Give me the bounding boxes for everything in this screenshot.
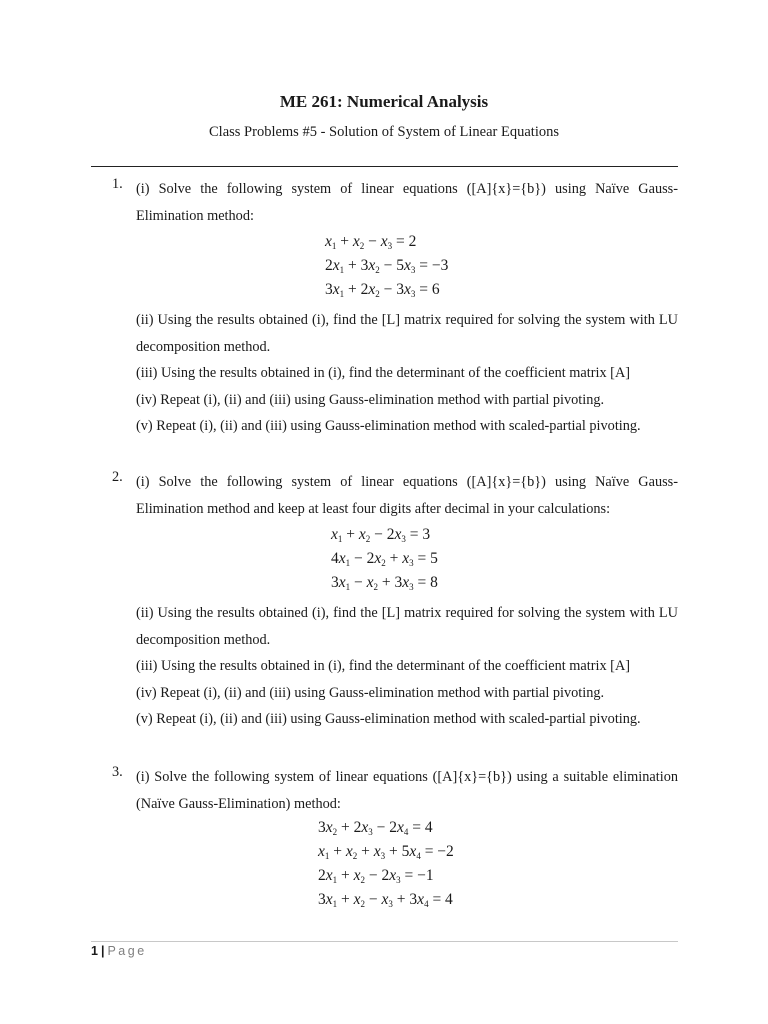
intro-line-1: (i) Solve the following system of linear equations ([A]{x}={b}) using Naïve Gauss- — [136, 181, 678, 197]
part-iii: (iii) Using the results obtained in (i), find the determinant of the coefficient matrix [A] — [136, 365, 631, 381]
intro-line-2: Elimination method and keep at least four digits after decimal in your calculations: — [136, 500, 611, 517]
equation: $3x_2 + 2x_3 - 2x_4 = 4$ — [318, 819, 433, 837]
part-iv: (iv) Repeat (i), (ii) and (iii) using Gauss-elimination method with partial pivoting. — [136, 392, 605, 408]
equation: $3x_1 + 2x_2 - 3x_3 = 6$ — [325, 281, 440, 299]
problem-number: 3. — [112, 764, 123, 780]
equation: $2x_1 + x_2 - 2x_3 = -1$ — [318, 867, 434, 885]
problem-number: 1. — [112, 176, 123, 192]
equation: $2x_1 + 3x_2 - 5x_3 = -3$ — [325, 257, 449, 275]
page-number: 1 — [91, 944, 98, 958]
equation-system — [318, 816, 518, 912]
page-footer — [91, 944, 147, 958]
equation: $x_1 + x_2 + x_3 + 5x_4 = -2$ — [318, 843, 454, 861]
part-ii: (ii) Using the results obtained (i), find the [L] matrix required for solving the system with LU decomposition method. — [136, 605, 678, 648]
part-iii: (iii) Using the results obtained in (i), find the determinant of the coefficient matrix [A] — [136, 658, 631, 674]
intro-line-2: Elimination method: — [136, 207, 254, 224]
part-iv: (iv) Repeat (i), (ii) and (iii) using Gauss-elimination method with partial pivoting. — [136, 685, 605, 701]
document-subtitle: Class Problems #5 - Solution of System of Linear Equations — [209, 124, 559, 140]
equation: $x_1 + x_2 - 2x_3 = 3$ — [331, 526, 431, 544]
intro-line-1: (i) Solve the following system of linear equations ([A]{x}={b}) using a suitable — [136, 769, 609, 785]
equation: $x_1 + x_2 - x_3 = 2$ — [325, 233, 417, 251]
problem-intro — [136, 469, 678, 522]
equation-system — [331, 523, 531, 595]
problem-number: 2. — [112, 469, 123, 485]
problem-intro — [136, 176, 678, 229]
document-title: ME 261: Numerical Analysis — [279, 92, 489, 111]
part-ii: (ii) Using the results obtained (i), find the [L] matrix required for solving the system with LU decomposition method. — [136, 312, 678, 355]
intro-line-1: (i) Solve the following system of linear equations ([A]{x}={b}) using Naïve Gauss- — [136, 474, 678, 490]
equation: $3x_1 + x_2 - x_3 + 3x_4 = 4$ — [318, 891, 453, 909]
problem-intro — [136, 764, 678, 817]
equation: $3x_1 - x_2 + 3x_3 = 8$ — [331, 574, 438, 592]
page-label: Page — [107, 944, 147, 958]
equation: $4x_1 - 2x_2 + x_3 = 5$ — [331, 550, 438, 568]
part-v: (v) Repeat (i), (ii) and (iii) using Gauss-elimination method with scaled-partial pivoting. — [136, 418, 641, 434]
part-v: (v) Repeat (i), (ii) and (iii) using Gauss-elimination method with scaled-partial pivoting. — [136, 711, 641, 727]
footer-separator: | — [100, 944, 105, 958]
header-divider — [91, 166, 678, 167]
footer-divider — [91, 941, 678, 942]
equation-system — [325, 230, 525, 302]
intro-line-2: elimination (Naïve Gauss-Elimination) method: — [136, 769, 679, 812]
